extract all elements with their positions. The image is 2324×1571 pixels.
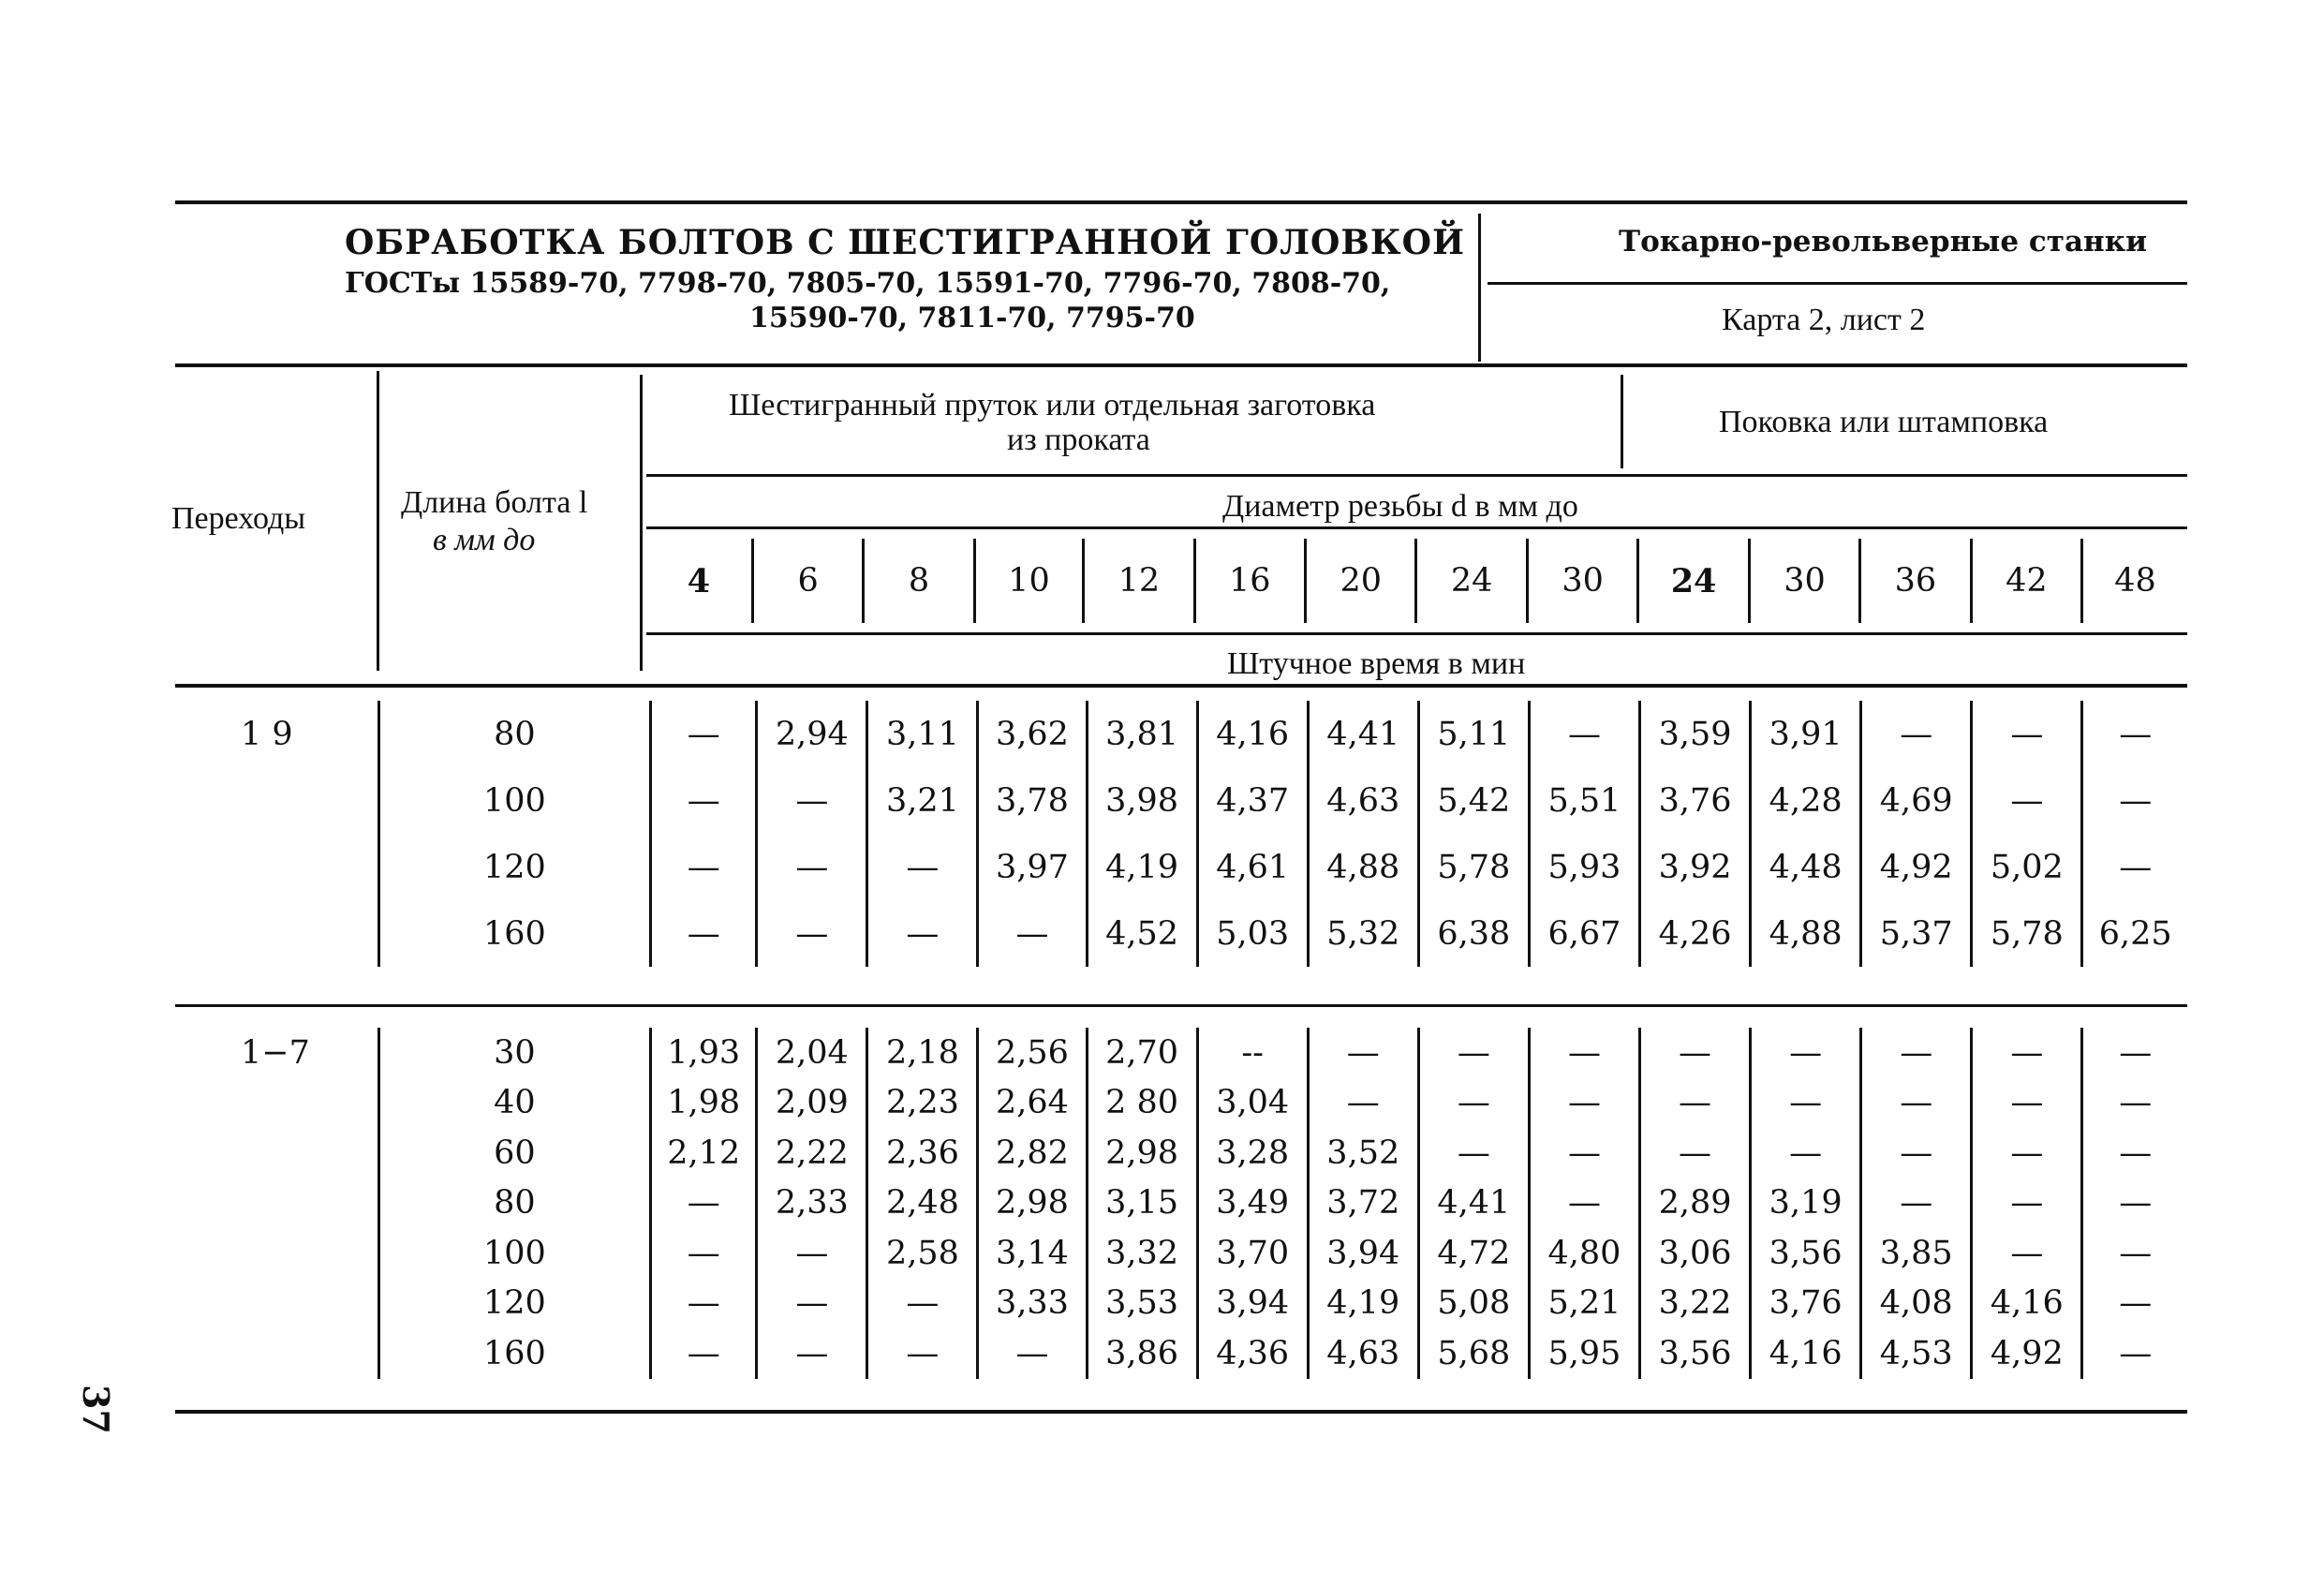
- time-cell: 4,26: [1640, 900, 1751, 967]
- time-cell: 3,97: [978, 834, 1087, 900]
- time-cell: —: [1972, 767, 2082, 834]
- time-cell: 3,33: [978, 1279, 1087, 1329]
- transition-cell: [175, 1279, 378, 1329]
- time-cell: —: [651, 834, 757, 900]
- time-cell: —: [1861, 1078, 1972, 1129]
- time-cell: 4,63: [1308, 767, 1418, 834]
- col-divider-1: [377, 371, 379, 671]
- time-cell: 2,04: [757, 1028, 867, 1078]
- group-forging: Поковка или штамповка: [1719, 405, 2049, 439]
- table-row: [175, 1178, 2187, 1229]
- header-divider: [1478, 214, 1481, 362]
- time-cell: 4,63: [1308, 1328, 1418, 1379]
- time-cell: 2,89: [1640, 1178, 1751, 1229]
- time-cell: 3,06: [1640, 1228, 1751, 1279]
- time-cell: —: [651, 1279, 757, 1329]
- time-cell: 3,94: [1308, 1228, 1418, 1279]
- table-row: [175, 834, 2187, 900]
- time-cell: 3,15: [1087, 1178, 1197, 1229]
- time-cell: —: [1972, 701, 2082, 767]
- time-cell: —: [1972, 1228, 2082, 1279]
- block-spacer-cell: [175, 1006, 2187, 1029]
- machine-type: Токарно-револьверные станки: [1619, 225, 2148, 259]
- time-cell: 6,67: [1529, 900, 1639, 967]
- time-cell: —: [757, 1279, 867, 1329]
- time-cell: 5,37: [1861, 900, 1972, 967]
- time-cell: 3,94: [1197, 1279, 1308, 1329]
- time-cell: —: [1751, 1078, 1861, 1129]
- time-cell: 2,18: [867, 1028, 978, 1078]
- time-cell: —: [1972, 1128, 2082, 1178]
- time-cell: 5,21: [1529, 1279, 1639, 1329]
- time-cell: —: [2082, 1328, 2187, 1379]
- time-cell: 5,68: [1418, 1328, 1529, 1379]
- transition-cell: 1 9: [241, 715, 293, 753]
- time-cell: —: [2082, 1028, 2187, 1078]
- time-cell: —: [1529, 1178, 1639, 1229]
- time-cell: 2,56: [978, 1028, 1087, 1078]
- gost-list-line2: 15590-70, 7811-70, 7795-70: [749, 302, 1195, 334]
- diameter-48: 48: [2082, 539, 2187, 623]
- time-cell: 2,48: [867, 1178, 978, 1229]
- time-cell: --: [1197, 1028, 1308, 1078]
- col-divider-2: [640, 375, 643, 671]
- group-divider: [1621, 375, 1623, 468]
- time-cell: 4,80: [1529, 1228, 1639, 1279]
- header-right-rule: [1488, 282, 2187, 285]
- group-bar-stock-line1: Шестигранный пруток или отдельная заготовка: [729, 388, 1376, 422]
- time-cell: —: [978, 900, 1087, 967]
- time-cell: —: [1529, 1128, 1639, 1178]
- time-cell: —: [2082, 1279, 2187, 1329]
- time-cell: 4,08: [1861, 1279, 1972, 1329]
- block-separator: [175, 967, 2187, 1006]
- time-cell: 3,72: [1308, 1178, 1418, 1229]
- time-cell: 3,59: [1640, 701, 1751, 767]
- table-row: [175, 1328, 2187, 1379]
- time-cell: 3,56: [1640, 1328, 1751, 1379]
- diameter-4: 4: [687, 561, 711, 600]
- time-cell: —: [1751, 1028, 1861, 1078]
- time-cell: 3,21: [867, 767, 978, 834]
- time-cell: 1,98: [651, 1078, 757, 1129]
- time-cell: 3,28: [1197, 1128, 1308, 1178]
- page-number: 37: [75, 1385, 117, 1434]
- time-cell: 5,02: [1972, 834, 2082, 900]
- time-cell: 3,32: [1087, 1228, 1197, 1279]
- time-cell: —: [757, 834, 867, 900]
- table-row: [175, 767, 2187, 834]
- header-body-rule: [175, 684, 2187, 688]
- time-cell: 4,16: [1972, 1279, 2082, 1329]
- col-length-line1: Длина болта l: [401, 485, 588, 520]
- table-row: [175, 1028, 2187, 1078]
- time-cell: —: [867, 834, 978, 900]
- table-row: [175, 1078, 2187, 1129]
- time-cell: 2,33: [757, 1178, 867, 1229]
- time-cell: 3,86: [1087, 1328, 1197, 1379]
- time-cell: —: [1308, 1028, 1418, 1078]
- time-cell: —: [1640, 1078, 1751, 1129]
- time-cell: 4,72: [1418, 1228, 1529, 1279]
- table-row: [175, 1279, 2187, 1329]
- diameter-42: 42: [1971, 539, 2081, 623]
- length-cell: 80: [378, 701, 651, 767]
- time-cell: —: [651, 1178, 757, 1229]
- diameter-24-forging: 24: [1638, 539, 1749, 623]
- time-cell: —: [1640, 1128, 1751, 1178]
- length-cell: 60: [378, 1128, 651, 1178]
- table-row: [175, 701, 2187, 767]
- time-cell: 4,48: [1751, 834, 1861, 900]
- time-cell: 5,11: [1418, 701, 1529, 767]
- group-bar-stock-line2: из проката: [1007, 422, 1150, 457]
- time-cell: —: [757, 1228, 867, 1279]
- time-cell: 3,14: [978, 1228, 1087, 1279]
- transition-cell: [175, 1178, 378, 1229]
- top-rule: [175, 200, 2187, 204]
- time-cell: 6,38: [1418, 900, 1529, 967]
- time-cell: 2,36: [867, 1128, 978, 1178]
- time-cell: —: [1529, 1078, 1639, 1129]
- diameter-16: 16: [1194, 539, 1305, 623]
- diameter-bottom-rule: [646, 526, 2187, 529]
- transition-cell: [175, 1228, 378, 1279]
- time-cell: —: [978, 1328, 1087, 1379]
- time-cell: 4,88: [1751, 900, 1861, 967]
- time-cell: 3,49: [1197, 1178, 1308, 1229]
- length-cell: 100: [378, 767, 651, 834]
- time-cell: 3,62: [978, 701, 1087, 767]
- transition-cell: [175, 1128, 378, 1178]
- time-cell: 3,98: [1087, 767, 1197, 834]
- group-bottom-rule: [646, 474, 2187, 477]
- table-row: [175, 900, 2187, 967]
- diameter-36: 36: [1860, 539, 1971, 623]
- time-cell: 5,51: [1529, 767, 1639, 834]
- time-cell: 4,36: [1197, 1328, 1308, 1379]
- length-cell: 100: [378, 1228, 651, 1279]
- time-cell: —: [2082, 701, 2187, 767]
- time-cell: 5,95: [1529, 1328, 1639, 1379]
- time-cell: —: [1529, 1028, 1639, 1078]
- time-cell: 4,92: [1861, 834, 1972, 900]
- time-cell: 3,76: [1751, 1279, 1861, 1329]
- time-cell: —: [1972, 1078, 2082, 1129]
- time-cell: —: [1861, 1028, 1972, 1078]
- time-cell: 2 80: [1087, 1078, 1197, 1129]
- time-cell: 4,88: [1308, 834, 1418, 900]
- time-cell: —: [1972, 1028, 2082, 1078]
- length-cell: 120: [378, 834, 651, 900]
- time-cell: —: [1861, 1178, 1972, 1229]
- time-cell: 3,92: [1640, 834, 1751, 900]
- time-cell: 2,23: [867, 1078, 978, 1129]
- time-header: Штучное время в мин: [1227, 646, 1526, 681]
- time-cell: 3,53: [1087, 1279, 1197, 1329]
- time-cell: —: [867, 1279, 978, 1329]
- diameter-20: 20: [1306, 539, 1416, 623]
- length-cell: 40: [378, 1078, 651, 1129]
- time-cell: 5,32: [1308, 900, 1418, 967]
- time-cell: 5,78: [1418, 834, 1529, 900]
- time-cell: —: [1418, 1078, 1529, 1129]
- time-cell: —: [1529, 701, 1639, 767]
- time-cell: 4,37: [1197, 767, 1308, 834]
- time-cell: —: [2082, 1078, 2187, 1129]
- page-title: ОБРАБОТКА БОЛТОВ С ШЕСТИГРАННОЙ ГОЛОВКОЙ: [345, 223, 1465, 262]
- time-cell: 4,69: [1861, 767, 1972, 834]
- diameter-row: [646, 539, 2187, 623]
- diameter-6: 6: [752, 539, 863, 623]
- time-cell: —: [2082, 767, 2187, 834]
- time-cell: —: [651, 1328, 757, 1379]
- time-cell: 2,22: [757, 1128, 867, 1178]
- time-cell: —: [1418, 1128, 1529, 1178]
- table-row: [175, 1228, 2187, 1279]
- header-bottom-rule: [175, 363, 2187, 367]
- diameter-24: 24: [1416, 539, 1527, 623]
- time-cell: 4,61: [1197, 834, 1308, 900]
- time-cell: 5,42: [1418, 767, 1529, 834]
- time-cell: —: [757, 1328, 867, 1379]
- time-cell: —: [1972, 1178, 2082, 1229]
- time-cell: 3,81: [1087, 701, 1197, 767]
- time-cell: —: [757, 900, 867, 967]
- block-spacer: [175, 1006, 2187, 1029]
- time-table: [175, 701, 2187, 1379]
- transition-cell: [175, 900, 378, 967]
- time-cell: 5,08: [1418, 1279, 1529, 1329]
- time-cell: 6,25: [2082, 900, 2187, 967]
- time-cell: 4,28: [1751, 767, 1861, 834]
- diameter-8: 8: [864, 539, 974, 623]
- time-cell: 4,19: [1087, 834, 1197, 900]
- diameter-12: 12: [1084, 539, 1194, 623]
- diameter-header: Диаметр резьбы d в мм до: [1222, 489, 1578, 524]
- block-separator-rule: [175, 967, 2187, 1006]
- time-cell: 2,98: [978, 1178, 1087, 1229]
- time-cell: —: [2082, 1178, 2187, 1229]
- time-cell: 4,19: [1308, 1279, 1418, 1329]
- col-transitions: Переходы: [171, 501, 306, 536]
- time-cell: 2,58: [867, 1228, 978, 1279]
- time-cell: —: [651, 767, 757, 834]
- transition-cell: [175, 1328, 378, 1379]
- time-cell: —: [867, 900, 978, 967]
- time-cell: 2,64: [978, 1078, 1087, 1129]
- time-cell: 2,12: [651, 1128, 757, 1178]
- time-cell: —: [1861, 701, 1972, 767]
- time-cell: 4,92: [1972, 1328, 2082, 1379]
- time-cell: —: [1861, 1128, 1972, 1178]
- time-cell: 4,16: [1197, 701, 1308, 767]
- time-cell: 3,76: [1640, 767, 1751, 834]
- time-cell: —: [1640, 1028, 1751, 1078]
- time-cell: 5,93: [1529, 834, 1639, 900]
- time-cell: —: [867, 1328, 978, 1379]
- time-cell: —: [651, 701, 757, 767]
- time-cell: 3,78: [978, 767, 1087, 834]
- time-cell: 2,98: [1087, 1128, 1197, 1178]
- time-cell: 4,41: [1418, 1178, 1529, 1229]
- transition-cell: 1−7: [241, 1033, 310, 1072]
- time-cell: —: [2082, 834, 2187, 900]
- time-cell: 4,41: [1308, 701, 1418, 767]
- length-cell: 120: [378, 1279, 651, 1329]
- time-cell: 1,93: [651, 1028, 757, 1078]
- time-cell: —: [757, 767, 867, 834]
- length-cell: 160: [378, 900, 651, 967]
- diameter-30-forging: 30: [1749, 539, 1859, 623]
- time-cell: 4,52: [1087, 900, 1197, 967]
- time-cell: 2,70: [1087, 1028, 1197, 1078]
- time-cell: 5,03: [1197, 900, 1308, 967]
- time-cell: 3,04: [1197, 1078, 1308, 1129]
- time-cell: 4,53: [1861, 1328, 1972, 1379]
- time-cell: 3,11: [867, 701, 978, 767]
- time-cell: —: [651, 1228, 757, 1279]
- length-cell: 160: [378, 1328, 651, 1379]
- length-cell: 30: [378, 1028, 651, 1078]
- time-cell: 3,85: [1861, 1228, 1972, 1279]
- time-cell: 3,19: [1751, 1178, 1861, 1229]
- time-cell: —: [1751, 1128, 1861, 1178]
- diameter-30: 30: [1527, 539, 1637, 623]
- time-cell: —: [651, 900, 757, 967]
- table-row: [175, 1128, 2187, 1178]
- time-cell: 2,94: [757, 701, 867, 767]
- time-cell: —: [1308, 1078, 1418, 1129]
- time-cell: 3,22: [1640, 1279, 1751, 1329]
- time-cell: 3,52: [1308, 1128, 1418, 1178]
- time-cell: —: [2082, 1128, 2187, 1178]
- time-cell: 3,91: [1751, 701, 1861, 767]
- time-cell: 2,09: [757, 1078, 867, 1129]
- time-cell: 3,70: [1197, 1228, 1308, 1279]
- diameter-row-bottom-rule: [646, 632, 2187, 635]
- length-cell: 80: [378, 1178, 651, 1229]
- card-sheet-label: Карта 2, лист 2: [1722, 303, 1926, 337]
- transition-cell: [175, 1078, 378, 1129]
- transition-cell: [175, 767, 378, 834]
- time-cell: —: [2082, 1228, 2187, 1279]
- time-cell: 2,82: [978, 1128, 1087, 1178]
- diameter-10: 10: [974, 539, 1083, 623]
- time-cell: 5,78: [1972, 900, 2082, 967]
- col-length-line2: в мм до: [433, 523, 536, 557]
- time-cell: —: [1418, 1028, 1529, 1078]
- gost-list-line1: ГОСТы 15589-70, 7798-70, 7805-70, 15591-70, 7796-70, 7808-70,: [345, 267, 1391, 300]
- bottom-rule: [175, 1410, 2187, 1414]
- transition-cell: [175, 834, 378, 900]
- time-cell: 4,16: [1751, 1328, 1861, 1379]
- time-cell: 3,56: [1751, 1228, 1861, 1279]
